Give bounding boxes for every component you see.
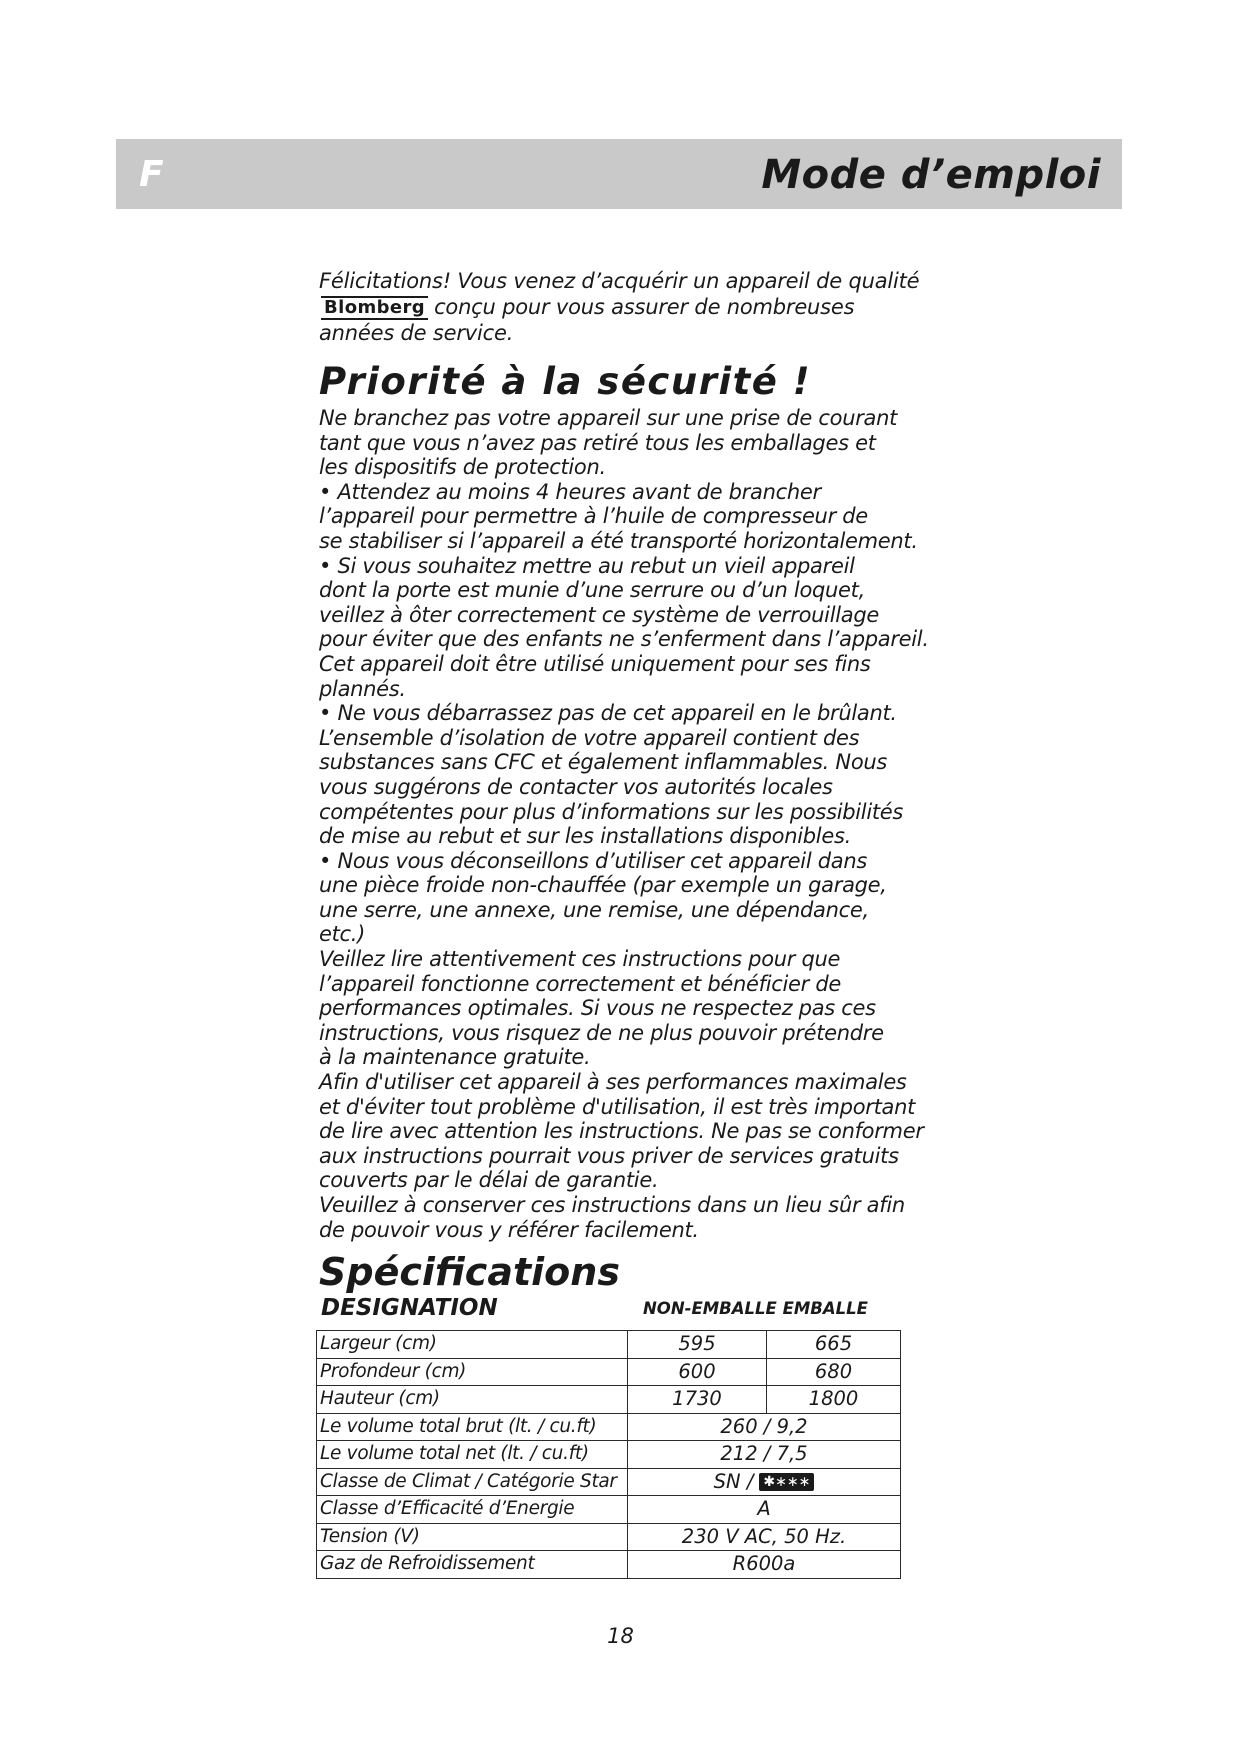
page-title: Mode d’emploi (761, 152, 1101, 198)
table-row (317, 1551, 901, 1579)
spec-value (628, 1551, 901, 1579)
spec-value (628, 1441, 901, 1469)
intro-line-2-text: conçu pour vous assurer de nombreuses (434, 295, 855, 319)
intro-line-1: Félicitations! Vous venez d’acquérir un appareil de qualité (319, 269, 920, 293)
spec-value (628, 1523, 901, 1551)
spec-value (628, 1496, 901, 1524)
spec-value-unpacked: 595 (628, 1331, 767, 1359)
safety-line: Afin d'utiliser cet appareil à ses performances maximales (319, 1070, 907, 1095)
spec-table (316, 1330, 901, 1579)
safety-line: plannés. (319, 676, 406, 701)
safety-line: dont la porte est munie d’une serrure ou d’un loquet, (319, 578, 865, 603)
spec-label: Le volume total brut (lt. / cu.ft) (317, 1413, 628, 1441)
spec-value-packed: 680 (767, 1358, 901, 1386)
safety-line: substances sans CFC et également inflammables. Nous (319, 750, 888, 775)
spec-header (319, 1294, 919, 1322)
safety-line: etc.) (319, 922, 366, 947)
safety-line: une serre, une annexe, une remise, une dépendance, (319, 897, 869, 922)
safety-line: L’ensemble d’isolation de votre appareil contient des (319, 725, 860, 750)
spec-label: Hauteur (cm) (317, 1386, 628, 1414)
spec-value-unpacked: 600 (628, 1358, 767, 1386)
intro-line-2 (319, 294, 919, 320)
spec-value-text: 230 V AC, 50 Hz. (681, 1524, 847, 1548)
safety-line: à la maintenance gratuite. (319, 1045, 591, 1070)
spec-label: Classe de Climat / Catégorie Star (317, 1468, 628, 1496)
spec-label: Largeur (cm) (317, 1331, 628, 1359)
safety-line: aux instructions pourrait vous priver de services gratuits (319, 1143, 899, 1168)
safety-line: instructions, vous risquez de ne plus pouvoir prétendre (319, 1020, 884, 1045)
table-row (317, 1441, 901, 1469)
specifications-heading: Spécifications (319, 1250, 620, 1295)
safety-line: se stabiliser si l’appareil a été transporté horizontalement. (319, 528, 918, 553)
safety-line: l’appareil fonctionne correctement et bénéficier de (319, 971, 842, 996)
spec-value (628, 1468, 901, 1496)
safety-line: Veillez lire attentivement ces instructions pour que (319, 947, 841, 972)
safety-line: • Si vous souhaitez mettre au rebut un vieil appareil (319, 553, 855, 578)
safety-line: Cet appareil doit être utilisé uniquement pour ses fins (319, 651, 871, 676)
spec-label: Classe d’Efficacité d’Energie (317, 1496, 628, 1524)
spec-value-text: 260 / 9,2 (720, 1414, 808, 1438)
spec-value-packed: 665 (767, 1331, 901, 1359)
spec-value-text: 212 / 7,5 (720, 1442, 808, 1466)
spec-value (628, 1413, 901, 1441)
safety-line: et d'éviter tout problème d'utilisation, il est très important (319, 1094, 916, 1119)
table-row (317, 1496, 901, 1524)
column-heads: NON-EMBALLE EMBALLE (643, 1299, 868, 1319)
safety-line: couverts par le délai de garantie. (319, 1168, 659, 1193)
spec-label: Le volume total net (lt. / cu.ft) (317, 1441, 628, 1469)
table-row (317, 1468, 901, 1496)
intro-paragraph (319, 268, 919, 346)
safety-line: • Nous vous déconseillons d’utiliser cet appareil dans (319, 848, 867, 873)
safety-line: une pièce froide non-chauffée (par exemple un garage, (319, 873, 887, 898)
spec-value-text: SN / (713, 1469, 754, 1493)
safety-heading: Priorité à la sécurité ! (319, 360, 812, 403)
safety-line: tant que vous n’avez pas retiré tous les emballages et (319, 430, 876, 455)
table-row (317, 1358, 901, 1386)
safety-line: • Attendez au moins 4 heures avant de brancher (319, 479, 821, 504)
spec-label: Gaz de Refroidissement (317, 1551, 628, 1579)
safety-line: • Ne vous débarrassez pas de cet appareil en le brûlant. (319, 701, 897, 726)
star-rating-icon: ✱∗∗∗ (759, 1473, 814, 1491)
safety-line: Veuillez à conserver ces instructions dans un lieu sûr afin (319, 1193, 905, 1217)
safety-line: de mise au rebut et sur les installations disponibles. (319, 824, 851, 849)
brand-logo: Blomberg (321, 296, 428, 320)
table-row (317, 1386, 901, 1414)
spec-value-packed: 1800 (767, 1386, 901, 1414)
table-row (317, 1413, 901, 1441)
safety-line: Ne branchez pas votre appareil sur une prise de courant (319, 406, 898, 430)
designation-label: DESIGNATION (321, 1295, 498, 1322)
safety-line: pour éviter que des enfants ne s’enferment dans l’appareil. (319, 627, 929, 652)
page-number: 18 (607, 1624, 634, 1648)
intro-line-3: années de service. (319, 321, 514, 345)
spec-value-text: A (757, 1497, 771, 1521)
spec-label: Profondeur (cm) (317, 1358, 628, 1386)
table-row (317, 1331, 901, 1359)
safety-text (319, 406, 929, 1242)
safety-line: veillez à ôter correctement ce système de verrouillage (319, 602, 879, 627)
spec-value-text: R600a (732, 1552, 796, 1576)
safety-line: compétentes pour plus d’informations sur les possibilités (319, 799, 904, 824)
safety-line: de pouvoir vous y référer facilement. (319, 1217, 699, 1242)
table-row (317, 1523, 901, 1551)
safety-line: vous suggérons de contacter vos autorités locales (319, 774, 833, 799)
safety-line: de lire avec attention les instructions. Ne pas se conformer (319, 1119, 924, 1144)
language-code: F (139, 154, 164, 195)
safety-line: performances optimales. Si vous ne respectez pas ces (319, 996, 876, 1021)
spec-value-unpacked: 1730 (628, 1386, 767, 1414)
safety-line: les dispositifs de protection. (319, 455, 606, 480)
spec-label: Tension (V) (317, 1523, 628, 1551)
safety-line: l’appareil pour permettre à l’huile de compresseur de (319, 504, 868, 529)
main-content (319, 268, 929, 1322)
